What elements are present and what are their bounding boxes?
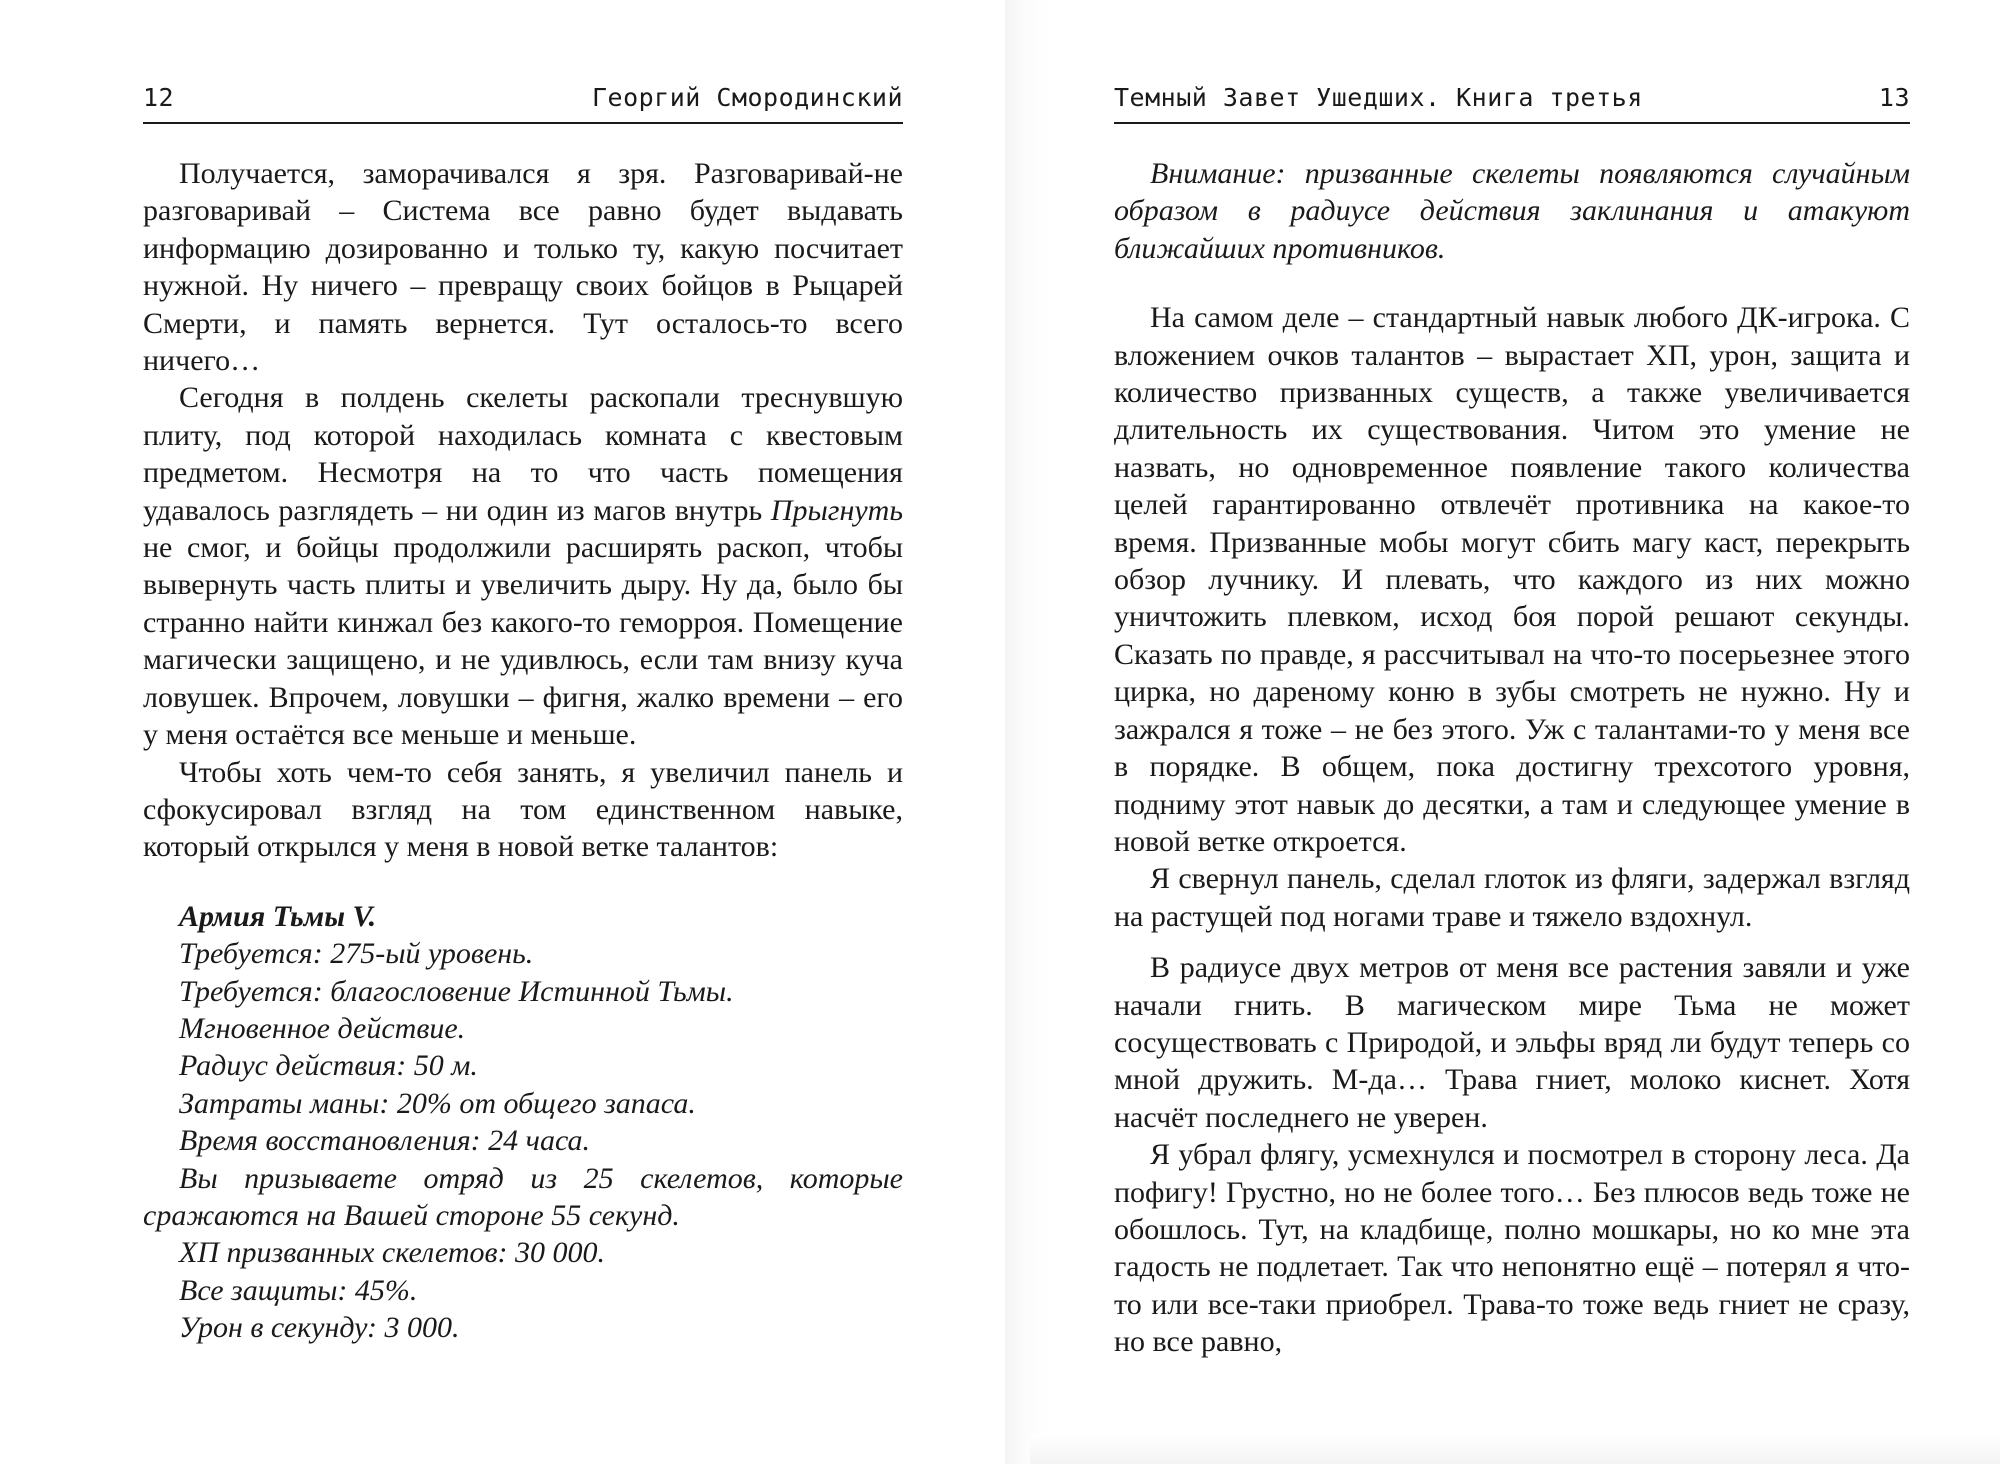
page-number: 13 xyxy=(1878,83,1910,112)
skill-line: Вы призываете отряд из 25 скелетов, которые сражаются на Вашей стороне 55 секунд. xyxy=(143,1161,903,1232)
right-page-header xyxy=(1114,78,1910,124)
skill-line: Мгновенное действие. xyxy=(179,1011,466,1045)
notice-text: Внимание: призванные скелеты появляются случайным образом в радиусе действия заклинания и атакуют ближайших противников. xyxy=(1114,157,1910,265)
skill-line: Требуется: 275-ый уровень. xyxy=(179,937,534,971)
system-notice xyxy=(1114,155,1910,267)
paragraph: На самом деле – стандартный навык любого ДК-игрока. С вложением очков талантов – вырастает ХП, урон, защита и количество призванных существ, а также увеличивается длительность их существования. Читом это умение не назвать, но одновременное появление такого количества целей гарантированно отвлечёт противника на какое-то время. Призванные мобы могут сбить магу каст, перекрыть обзор лучнику. И плевать, что каждого из них можно уничтожить плевком, исход боя порой решают секунды. Сказать по правде, я рассчитывал на что-то посерьезнее этого цирка, но дареному коню в зубы смотреть не нужно. Ну и зажрался я тоже – не без этого. Уж с талантами-то у меня все в порядке. В общем, пока достигну трехсотого уровня, подниму этот навык до десятки, а там и следующее умение в новой ветке откроется. xyxy=(1114,301,1910,858)
page-number: 12 xyxy=(143,83,175,112)
skill-line: Затраты маны: 20% от общего запаса. xyxy=(179,1086,696,1120)
skill-line: Требуется: благословение Истинной Тьмы. xyxy=(179,974,734,1008)
right-page-body xyxy=(1114,155,1910,1361)
skill-title: Армия Тьмы V. xyxy=(179,899,377,933)
paragraph-text: не смог, и бойцы продолжили расширять раскоп, чтобы вывернуть часть плиты и увеличить дыру. Ну да, было бы странно найти кинжал без какого-то геморроя. Помещение магически защищено, и не удивлюсь, если там внизу куча ловушек. Впрочем, ловушки – фигня, жалко времени – его у меня остаётся все меньше и меньше. xyxy=(143,531,903,752)
skill-line: Все защиты: 45%. xyxy=(179,1273,418,1307)
paragraph-text: Сегодня в полдень скелеты раскопали треснувшую плиту, под которой находилась комната с квестовым предметом. Несмотря на то что часть помещения удавалось разглядеть – ни один из магов внутрь xyxy=(143,381,903,527)
paragraph: Получается, заморачивался я зря. Разговаривай-не разговаривай – Система все равно будет выдавать информацию дозированно и только ту, какую посчитает нужной. Ну ничего – превращу своих бойцов в Рыцарей Смерти, и память вернется. Тут осталось-то всего ничего… xyxy=(143,157,903,378)
paragraph: Я убрал флягу, усмехнулся и посмотрел в сторону леса. Да пофигу! Грустно, но не более того… Без плюсов ведь тоже не обошлось. Тут, на кладбище, полно мошкары, но ко мне эта гадость не подлетает. Так что непонятно ещё – потерял я что-то или все-таки приобрел. Трава-то тоже ведь гниет не сразу, но все равно, xyxy=(1114,1138,1910,1359)
paragraph: Чтобы хоть чем-то себя занять, я увеличил панель и сфокусировал взгляд на том единственном навыке, который открылся у меня в новой ветке талантов: xyxy=(143,755,903,864)
left-page-body xyxy=(143,155,903,1347)
paragraph xyxy=(143,379,903,753)
skill-line: Время восстановления: 24 часа. xyxy=(179,1124,590,1158)
italic-word: Прыгнуть xyxy=(770,493,903,527)
skill-line: Радиус действия: 50 м. xyxy=(179,1049,478,1083)
paragraph: Я свернул панель, сделал глоток из фляги, задержал взгляд на растущей под ногами траве и тяжело вздохнул. xyxy=(1114,862,1910,933)
skill-description xyxy=(143,898,903,1347)
skill-line: ХП призванных скелетов: 30 000. xyxy=(179,1236,606,1270)
running-title-book: Темный Завет Ушедших. Книга третья xyxy=(1114,83,1643,112)
running-title-author: Георгий Смородинский xyxy=(591,83,903,112)
skill-line: Урон в секунду: 3 000. xyxy=(179,1311,460,1345)
paragraph: В радиусе двух метров от меня все растения завяли и уже начали гнить. В магическом мире Тьма не может сосуществовать с Природой, и эльфы вряд ли будут теперь со мной дружить. М-да… Трава гниет, молоко киснет. Хотя насчёт последнего не уверен. xyxy=(1114,951,1910,1134)
left-page-header xyxy=(143,78,903,124)
right-page xyxy=(1040,0,2000,1464)
